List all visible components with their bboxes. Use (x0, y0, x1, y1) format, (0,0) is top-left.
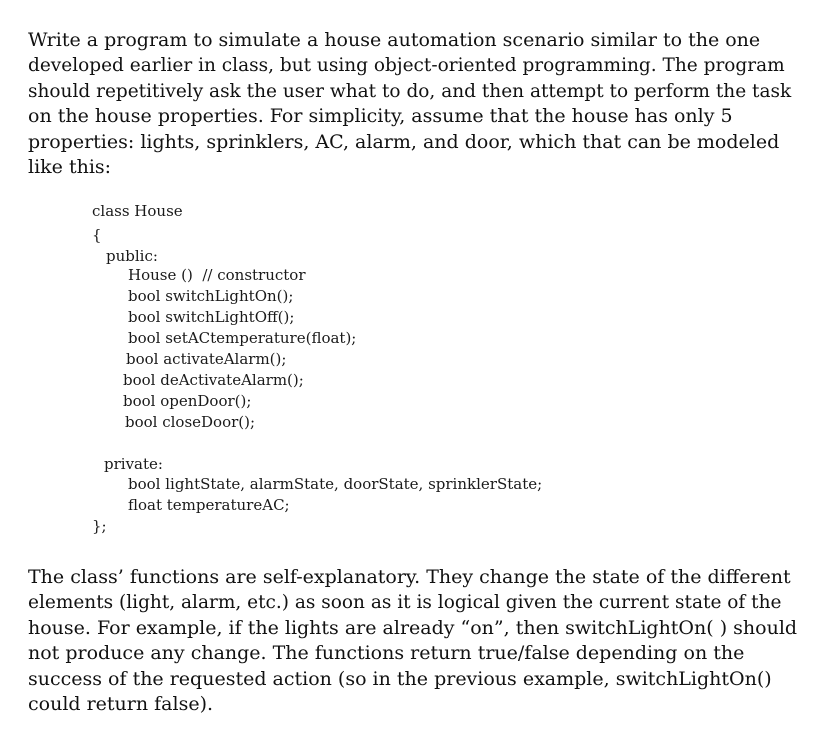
code-member-line: bool switchLightOn(); (128, 287, 294, 305)
code-class-declaration: class House (92, 202, 183, 220)
code-close-brace: }; (92, 517, 107, 535)
code-private-label: private: (104, 455, 163, 473)
explanation-line: house. For example, if the lights are already “on”, then switchLightOn( ) should (28, 616, 798, 639)
intro-line: like this: (28, 156, 112, 179)
explanation-line: The class’ functions are self-explanatory. They change the state of the different (28, 566, 791, 588)
code-member-line: bool setACtemperature(float); (128, 329, 357, 347)
code-member-line: bool switchLightOff(); (128, 308, 295, 326)
explanation-line: success of the requested action (so in the previous example, switchLightOn() (28, 667, 772, 690)
explanation-line: could return false). (28, 693, 214, 716)
intro-line: developed earlier in class, but using object-oriented programming. The program (28, 55, 785, 77)
code-member-line: bool closeDoor(); (125, 413, 256, 431)
code-public-label: public: (106, 247, 158, 265)
intro-line: Write a program to simulate a house automation scenario similar to the one (28, 29, 761, 51)
code-member-line: bool deActivateAlarm(); (123, 371, 304, 389)
code-member-line: bool openDoor(); (123, 392, 252, 410)
code-member-line: bool activateAlarm(); (126, 350, 287, 368)
code-member-line: bool lightState, alarmState, doorState, sprinklerState; (128, 475, 543, 493)
intro-paragraph (28, 28, 798, 180)
intro-line: properties: lights, sprinklers, AC, alarm, and door, which that can be modeled (28, 130, 780, 153)
intro-line: should repetitively ask the user what to do, and then attempt to perform the task (28, 80, 792, 102)
explanation-paragraph (28, 565, 798, 717)
intro-line: on the house properties. For simplicity, assume that the house has only 5 (28, 105, 733, 128)
explanation-line: elements (light, alarm, etc.) as soon as it is logical given the current state of the (28, 592, 782, 614)
code-member-line: House () // constructor (128, 266, 306, 284)
code-member-line: float temperatureAC; (128, 496, 290, 514)
code-open-brace: { (92, 226, 102, 244)
explanation-line: not produce any change. The functions return true/false depending on the (28, 642, 745, 665)
